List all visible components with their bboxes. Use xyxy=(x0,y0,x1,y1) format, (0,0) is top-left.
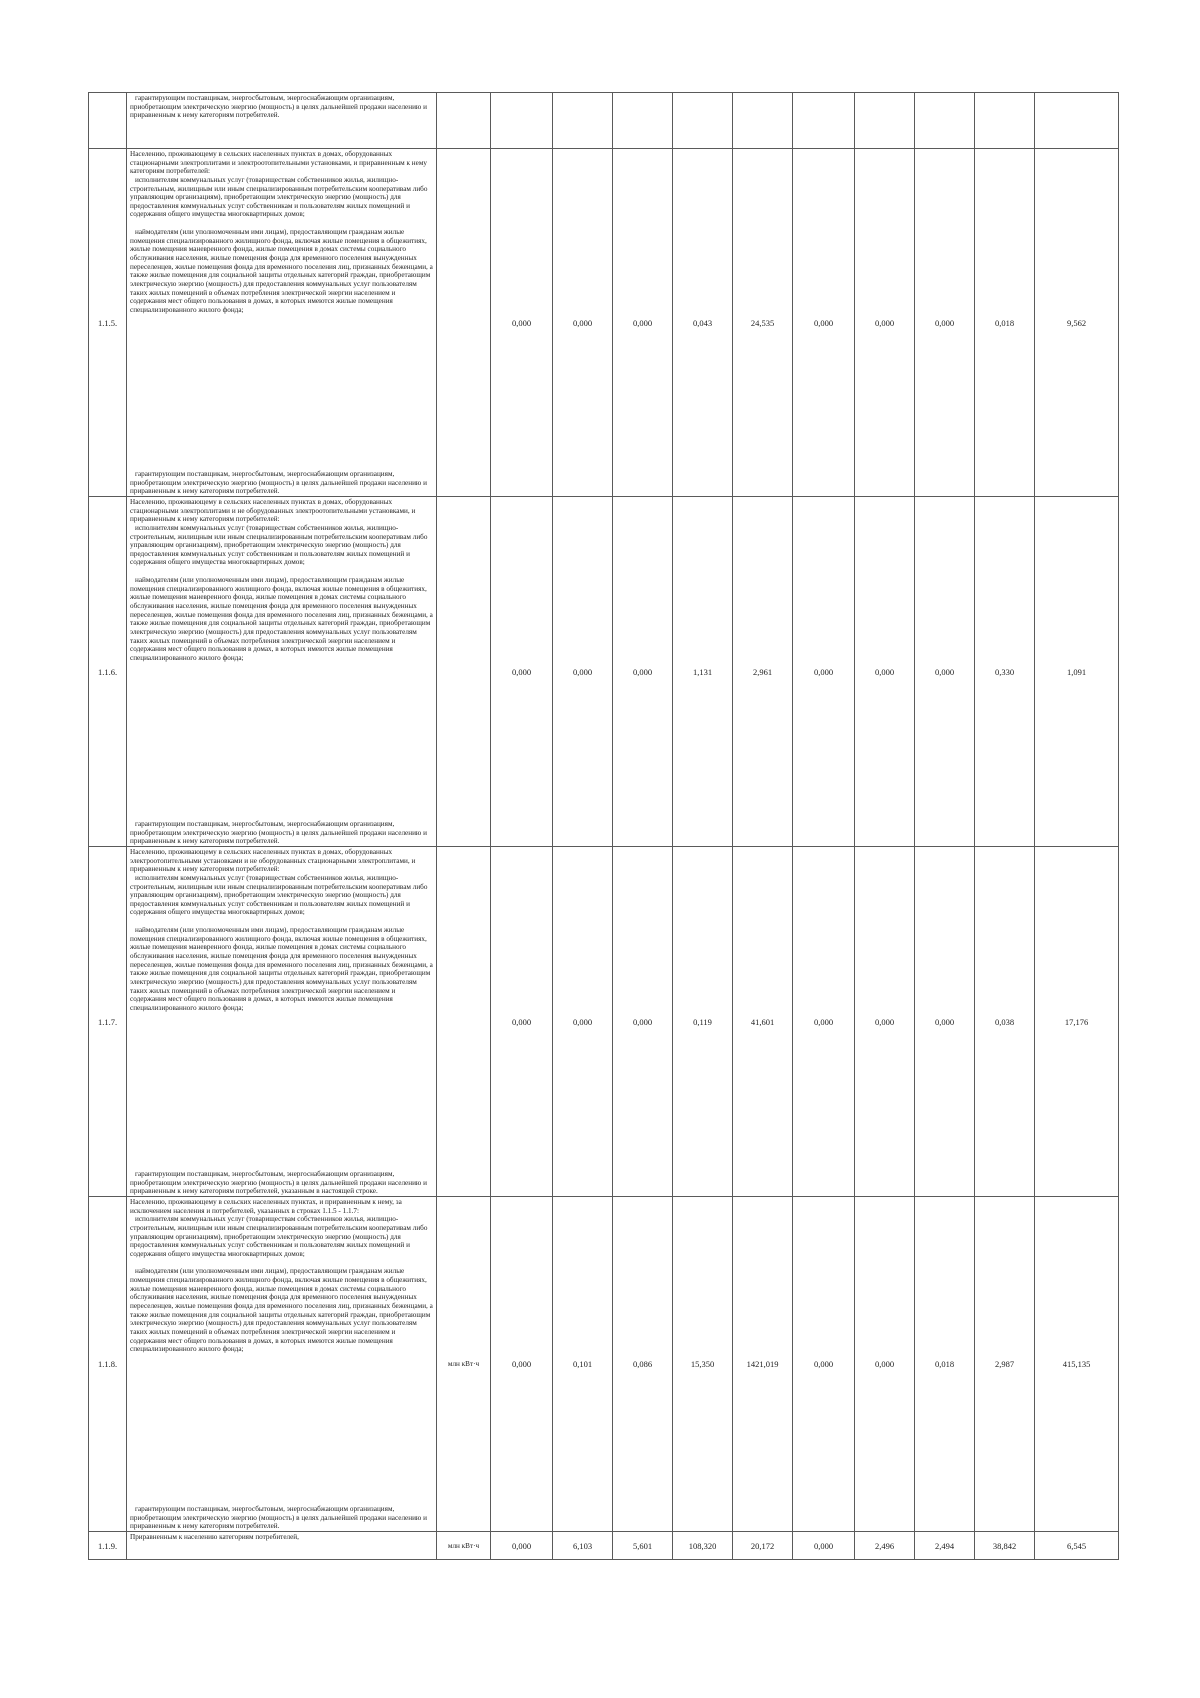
value-cell: 0,000 xyxy=(491,497,553,847)
description-paragraph: Приравненным к населению категориям потребителей, xyxy=(130,1533,299,1541)
value-cell: 0,000 xyxy=(855,847,915,1197)
row-description xyxy=(127,1197,437,1532)
value-cell: 0,000 xyxy=(491,1532,553,1560)
unit-cell xyxy=(437,149,491,497)
value-cell xyxy=(733,93,793,149)
value-cell: 6,103 xyxy=(553,1532,613,1560)
row-description xyxy=(127,1532,437,1560)
value-cell xyxy=(613,93,673,149)
value-cell: 17,176 xyxy=(1035,847,1119,1197)
row-description xyxy=(127,847,437,1197)
value-cell: 38,842 xyxy=(975,1532,1035,1560)
value-cell: 2,961 xyxy=(733,497,793,847)
value-cell: 0,000 xyxy=(793,1197,855,1532)
row-description xyxy=(127,93,437,149)
value-cell: 6,545 xyxy=(1035,1532,1119,1560)
description-paragraph: наймодателям (или уполномоченным ими лицам), предоставляющим гражданам жилые помещения специализированного жилищного фонда, включая жилые помещения в общежитиях, жилые помещения маневренного фонда, жилые помещения в домах системы социального обслуживания населения, жилые помещения фонда для временного поселения вынужденных переселенцев, жилые помещения фонда для временного поселения лиц, признанных беженцами, а также жилые помещения для социальной защиты отдельных категорий граждан, приобретающим электрическую энергию (мощность) для предоставления коммунальных услуг пользователям таких жилых помещений в объемах потребления электрической энергии населением и содержания мест общего пользования в домах, в которых имеются жилые помещения специализированного жилого фонда; xyxy=(130,228,433,314)
table-row xyxy=(89,149,1119,497)
value-cell: 0,000 xyxy=(613,847,673,1197)
value-cell: 1,131 xyxy=(673,497,733,847)
value-cell: 0,000 xyxy=(855,497,915,847)
value-cell xyxy=(491,93,553,149)
value-cell xyxy=(975,93,1035,149)
value-cell: 2,987 xyxy=(975,1197,1035,1532)
row-number: 1.1.6. xyxy=(89,497,127,847)
value-cell: 1,091 xyxy=(1035,497,1119,847)
value-cell xyxy=(915,93,975,149)
description-paragraph: гарантирующим поставщикам, энергосбытовым, энергоснабжающим организациям, приобретающим электрическую энергию (мощность) в целях дальнейшей продажи населению и приравненным к нему категориям потребителей. xyxy=(130,470,427,496)
value-cell: 41,601 xyxy=(733,847,793,1197)
description-paragraph: Населению, проживающему в сельских населенных пунктах в домах, оборудованных стационарными электроплитами и электроотопительными установками, и приравненным к нему категориям потребителей: xyxy=(130,150,427,176)
table-row xyxy=(89,1532,1119,1560)
value-cell: 0,000 xyxy=(491,1197,553,1532)
value-cell: 0,000 xyxy=(915,497,975,847)
unit-cell xyxy=(437,93,491,149)
value-cell: 108,320 xyxy=(673,1532,733,1560)
value-cell: 0,000 xyxy=(793,149,855,497)
value-cell: 0,000 xyxy=(553,497,613,847)
value-cell: 0,018 xyxy=(915,1197,975,1532)
description-paragraph: исполнителям коммунальных услуг (товариществам собственников жилья, жилищно-строительным, жилищным или иным специализированным потребительским кооперативам либо управляющим организациям), приобретающим электрическую энергию (мощность) для предоставления коммунальных услуг собственникам и пользователям жилых помещений и содержания общего имущества многоквартирных домов; xyxy=(130,873,428,917)
description-paragraph: исполнителям коммунальных услуг (товариществам собственников жилья, жилищно-строительным, жилищным или иным специализированным потребительским кооперативам либо управляющим организациям), приобретающим электрическую энергию (мощность) для предоставления коммунальных услуг собственникам и пользователям жилых помещений и содержания общего имущества многоквартирных домов; xyxy=(130,1215,428,1258)
description-paragraph: наймодателям (или уполномоченным ими лицам), предоставляющим гражданам жилые помещения специализированного жилищного фонда, включая жилые помещения в общежитиях, жилые помещения маневренного фонда, жилые помещения в домах системы социального обслуживания населения, жилые помещения фонда для временного поселения вынужденных переселенцев, жилые помещения фонда для временного поселения лиц, признанных беженцами, а также жилые помещения для социальной защиты отдельных категорий граждан, приобретающим электрическую энергию (мощность) для предоставления коммунальных услуг пользователям таких жилых помещений в объемах потребления электрической энергии населением и содержания мест общего пользования в домах, в которых имеются жилые помещения специализированного жилого фонда; xyxy=(130,926,433,1012)
row-number: 1.1.8. xyxy=(89,1197,127,1532)
unit-cell: млн кВт·ч xyxy=(437,1197,491,1532)
value-cell xyxy=(855,93,915,149)
unit-cell: млн кВт·ч xyxy=(437,1532,491,1560)
value-cell: 0,000 xyxy=(855,149,915,497)
row-number: 1.1.7. xyxy=(89,847,127,1197)
value-cell: 0,119 xyxy=(673,847,733,1197)
value-cell: 15,350 xyxy=(673,1197,733,1532)
value-cell: 0,000 xyxy=(491,149,553,497)
value-cell: 0,101 xyxy=(553,1197,613,1532)
tariff-volumes-table xyxy=(88,92,1119,1560)
value-cell: 0,000 xyxy=(915,149,975,497)
value-cell: 0,000 xyxy=(491,847,553,1197)
row-number xyxy=(89,93,127,149)
value-cell: 20,172 xyxy=(733,1532,793,1560)
value-cell: 0,000 xyxy=(613,497,673,847)
value-cell xyxy=(793,93,855,149)
table-row xyxy=(89,1197,1119,1532)
value-cell: 0,086 xyxy=(613,1197,673,1532)
value-cell: 415,135 xyxy=(1035,1197,1119,1532)
value-cell: 0,000 xyxy=(855,1197,915,1532)
value-cell: 0,330 xyxy=(975,497,1035,847)
value-cell: 0,000 xyxy=(553,149,613,497)
description-paragraph: Населению, проживающему в сельских населенных пунктах, и приравненным к нему, за исключением населения и потребителей, указанных в строках 1.1.5 - 1.1.7: xyxy=(130,1198,402,1215)
description-paragraph: исполнителям коммунальных услуг (товариществам собственников жилья, жилищно-строительным, жилищным или иным специализированным потребительским кооперативам либо управляющим организациям), приобретающим электрическую энергию (мощность) для предоставления коммунальных услуг собственникам и пользователям жилых помещений и содержания общего имущества многоквартирных домов; xyxy=(130,523,428,567)
table-row xyxy=(89,497,1119,847)
row-description xyxy=(127,497,437,847)
description-paragraph: наймодателям (или уполномоченным ими лицам), предоставляющим гражданам жилые помещения специализированного жилищного фонда, включая жилые помещения в общежитиях, жилые помещения маневренного фонда, жилые помещения в домах системы социального обслуживания населения, жилые помещения фонда для временного поселения вынужденных переселенцев, жилые помещения фонда для временного поселения лиц, признанных беженцами, а также жилые помещения для социальной защиты отдельных категорий граждан, приобретающим электрическую энергию (мощность) для предоставления коммунальных услуг пользователям таких жилых помещений в объемах потребления электрической энергии населением и содержания мест общего пользования в домах, в которых имеются жилые помещения специализированного жилого фонда; xyxy=(130,1267,433,1354)
value-cell xyxy=(673,93,733,149)
value-cell xyxy=(553,93,613,149)
row-description xyxy=(127,149,437,497)
unit-cell xyxy=(437,497,491,847)
value-cell: 0,000 xyxy=(793,847,855,1197)
value-cell: 0,018 xyxy=(975,149,1035,497)
table-row xyxy=(89,93,1119,149)
row-number: 1.1.9. xyxy=(89,1532,127,1560)
value-cell: 0,038 xyxy=(975,847,1035,1197)
value-cell: 24,535 xyxy=(733,149,793,497)
value-cell: 5,601 xyxy=(613,1532,673,1560)
table-row xyxy=(89,847,1119,1197)
description-paragraph: исполнителям коммунальных услуг (товариществам собственников жилья, жилищно-строительным, жилищным или иным специализированным потребительским кооперативам либо управляющим организациям), приобретающим электрическую энергию (мощность) для предоставления коммунальных услуг собственникам и пользователям жилых помещений и содержания общего имущества многоквартирных домов; xyxy=(130,175,428,219)
value-cell: 2,494 xyxy=(915,1532,975,1560)
value-cell: 0,000 xyxy=(793,497,855,847)
value-cell: 2,496 xyxy=(855,1532,915,1560)
value-cell: 0,000 xyxy=(613,149,673,497)
description-paragraph: гарантирующим поставщикам, энергосбытовым, энергоснабжающим организациям, приобретающим электрическую энергию (мощность) в целях дальнейшей продажи населению и приравненным к нему категориям потребителей. xyxy=(130,1505,427,1531)
value-cell: 0,000 xyxy=(553,847,613,1197)
description-paragraph: гарантирующим поставщикам, энергосбытовым, энергоснабжающим организациям, приобретающим электрическую энергию (мощность) в целях дальнейшей продажи населению и приравненным к нему категориям потребителей, указанным в настоящей строке. xyxy=(130,1170,427,1196)
description-paragraph: Населению, проживающему в сельских населенных пунктах в домах, оборудованных стационарными электроплитами и не оборудованных электроотопительными установками, и приравненным к нему категориям потребителей: xyxy=(130,498,416,524)
value-cell: 1421,019 xyxy=(733,1197,793,1532)
value-cell: 0,000 xyxy=(915,847,975,1197)
value-cell: 0,000 xyxy=(793,1532,855,1560)
description-paragraph: гарантирующим поставщикам, энергосбытовым, энергоснабжающим организациям, приобретающим электрическую энергию (мощность) в целях дальнейшей продажи населению и приравненным к нему категориям потребителей. xyxy=(130,820,427,846)
value-cell xyxy=(1035,93,1119,149)
value-cell: 9,562 xyxy=(1035,149,1119,497)
description-paragraph: гарантирующим поставщикам, энергосбытовым, энергоснабжающим организациям, приобретающим электрическую энергию (мощность) в целях дальнейшей продажи населению и приравненным к нему категориям потребителей. xyxy=(130,94,427,120)
value-cell: 0,043 xyxy=(673,149,733,497)
unit-cell xyxy=(437,847,491,1197)
description-paragraph: Населению, проживающему в сельских населенных пунктах в домах, оборудованных электроотопительными установками и не оборудованных стационарными электроплитами, и приравненным к нему категориям потребителей: xyxy=(130,848,416,874)
row-number: 1.1.5. xyxy=(89,149,127,497)
description-paragraph: наймодателям (или уполномоченным ими лицам), предоставляющим гражданам жилые помещения специализированного жилищного фонда, включая жилые помещения в общежитиях, жилые помещения маневренного фонда, жилые помещения в домах системы социального обслуживания населения, жилые помещения фонда для временного поселения вынужденных переселенцев, жилые помещения фонда для временного поселения лиц, признанных беженцами, а также жилые помещения для социальной защиты отдельных категорий граждан, приобретающим электрическую энергию (мощность) для предоставления коммунальных услуг пользователям таких жилых помещений в объемах потребления электрической энергии населением и содержания мест общего пользования в домах, в которых имеются жилые помещения специализированного жилого фонда; xyxy=(130,576,433,662)
